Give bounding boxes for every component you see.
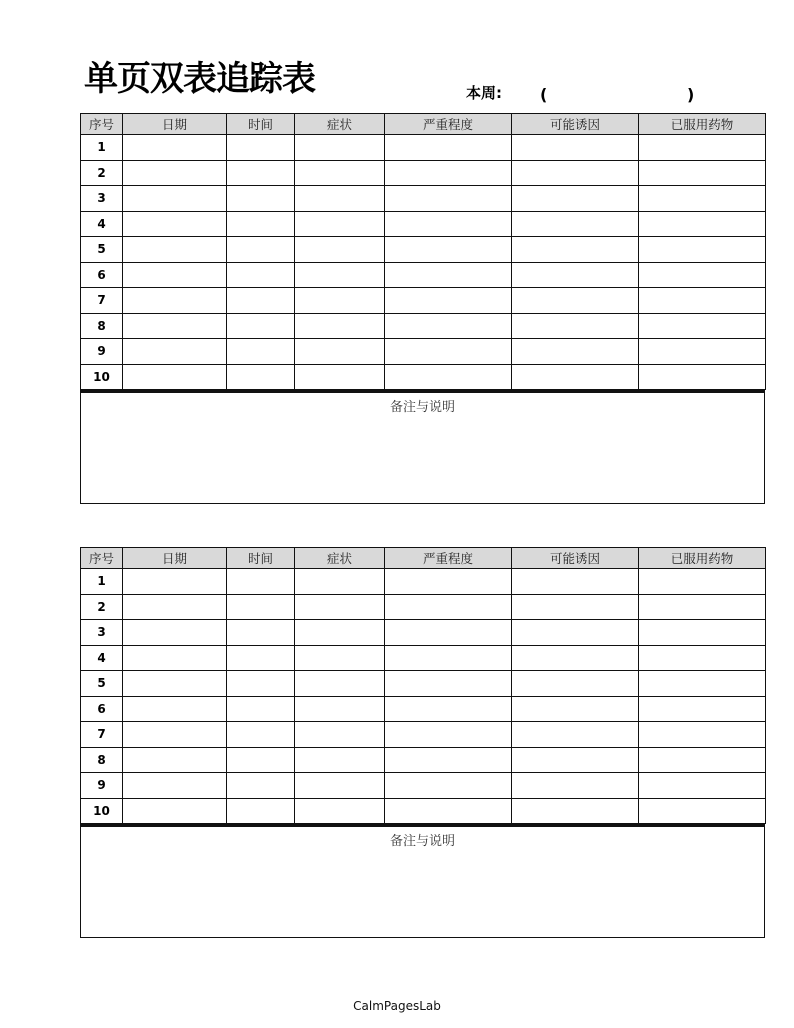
trigger-cell[interactable] [512, 160, 639, 186]
trigger-cell[interactable] [512, 696, 639, 722]
severity-cell[interactable] [385, 288, 512, 314]
table-row [81, 696, 766, 722]
row-number: 9 [81, 339, 123, 365]
symptom-cell[interactable] [295, 696, 385, 722]
row-number: 10 [81, 364, 123, 390]
symptom-cell[interactable] [295, 798, 385, 824]
time-cell[interactable] [227, 211, 295, 237]
medication-cell[interactable] [639, 798, 766, 824]
trigger-cell[interactable] [512, 722, 639, 748]
col-header-date: 日期 [123, 114, 227, 135]
medication-cell[interactable] [639, 262, 766, 288]
trigger-cell[interactable] [512, 645, 639, 671]
symptom-cell[interactable] [295, 339, 385, 365]
medication-cell[interactable] [639, 186, 766, 212]
table-row [81, 313, 766, 339]
date-cell[interactable] [123, 288, 227, 314]
tracker-table-1 [80, 113, 765, 504]
date-cell[interactable] [123, 135, 227, 161]
severity-cell[interactable] [385, 160, 512, 186]
row-number: 10 [81, 798, 123, 824]
symptom-cell[interactable] [295, 620, 385, 646]
col-header-time: 时间 [227, 548, 295, 569]
trigger-cell[interactable] [512, 339, 639, 365]
date-cell[interactable] [123, 237, 227, 263]
col-header-trigger: 可能诱因 [512, 114, 639, 135]
row-number: 2 [81, 594, 123, 620]
symptom-cell[interactable] [295, 569, 385, 595]
date-cell[interactable] [123, 339, 227, 365]
symptom-cell[interactable] [295, 747, 385, 773]
trigger-cell[interactable] [512, 620, 639, 646]
time-cell[interactable] [227, 722, 295, 748]
table-row [81, 288, 766, 314]
symptom-cell[interactable] [295, 160, 385, 186]
symptom-cell[interactable] [295, 594, 385, 620]
date-cell[interactable] [123, 262, 227, 288]
date-cell[interactable] [123, 569, 227, 595]
severity-cell[interactable] [385, 620, 512, 646]
medication-cell[interactable] [639, 671, 766, 697]
medication-cell[interactable] [639, 313, 766, 339]
time-cell[interactable] [227, 364, 295, 390]
symptom-cell[interactable] [295, 645, 385, 671]
symptom-cell[interactable] [295, 186, 385, 212]
trigger-cell[interactable] [512, 671, 639, 697]
row-number: 6 [81, 696, 123, 722]
table-header-row [81, 114, 766, 135]
symptom-cell[interactable] [295, 313, 385, 339]
severity-cell[interactable] [385, 364, 512, 390]
table-row [81, 722, 766, 748]
row-number: 1 [81, 135, 123, 161]
severity-cell[interactable] [385, 722, 512, 748]
medication-cell[interactable] [639, 747, 766, 773]
row-number: 6 [81, 262, 123, 288]
medication-cell[interactable] [639, 288, 766, 314]
severity-cell[interactable] [385, 135, 512, 161]
severity-cell[interactable] [385, 671, 512, 697]
time-cell[interactable] [227, 313, 295, 339]
date-cell[interactable] [123, 747, 227, 773]
table-row [81, 798, 766, 824]
row-number: 4 [81, 645, 123, 671]
symptom-cell[interactable] [295, 237, 385, 263]
medication-cell[interactable] [639, 773, 766, 799]
week-close-paren: ) [687, 85, 695, 104]
row-number: 8 [81, 747, 123, 773]
severity-cell[interactable] [385, 696, 512, 722]
week-label: 本周: [466, 84, 502, 102]
severity-cell[interactable] [385, 747, 512, 773]
table-row [81, 645, 766, 671]
time-cell[interactable] [227, 135, 295, 161]
medication-cell[interactable] [639, 339, 766, 365]
time-cell[interactable] [227, 645, 295, 671]
date-cell[interactable] [123, 773, 227, 799]
severity-cell[interactable] [385, 186, 512, 212]
notes-box[interactable] [80, 824, 765, 938]
date-cell[interactable] [123, 645, 227, 671]
severity-cell[interactable] [385, 211, 512, 237]
time-cell[interactable] [227, 288, 295, 314]
time-cell[interactable] [227, 339, 295, 365]
col-header-severity: 严重程度 [385, 114, 512, 135]
severity-cell[interactable] [385, 645, 512, 671]
symptom-cell[interactable] [295, 135, 385, 161]
col-header-index: 序号 [81, 114, 123, 135]
col-header-medication: 已服用药物 [639, 114, 766, 135]
medication-cell[interactable] [639, 135, 766, 161]
trigger-cell[interactable] [512, 313, 639, 339]
symptom-cell[interactable] [295, 722, 385, 748]
row-number: 2 [81, 160, 123, 186]
table-row [81, 773, 766, 799]
medication-cell[interactable] [639, 594, 766, 620]
row-number: 5 [81, 237, 123, 263]
trigger-cell[interactable] [512, 262, 639, 288]
severity-cell[interactable] [385, 237, 512, 263]
row-number: 4 [81, 211, 123, 237]
table-row [81, 160, 766, 186]
trigger-cell[interactable] [512, 288, 639, 314]
table-row [81, 569, 766, 595]
table-row [81, 594, 766, 620]
trigger-cell[interactable] [512, 237, 639, 263]
symptom-cell[interactable] [295, 262, 385, 288]
date-cell[interactable] [123, 160, 227, 186]
time-cell[interactable] [227, 747, 295, 773]
table-row [81, 186, 766, 212]
trigger-cell[interactable] [512, 773, 639, 799]
date-cell[interactable] [123, 671, 227, 697]
date-cell[interactable] [123, 186, 227, 212]
date-cell[interactable] [123, 620, 227, 646]
severity-cell[interactable] [385, 798, 512, 824]
time-cell[interactable] [227, 160, 295, 186]
medication-cell[interactable] [639, 569, 766, 595]
medication-cell[interactable] [639, 722, 766, 748]
col-header-symptom: 症状 [295, 114, 385, 135]
trigger-cell[interactable] [512, 135, 639, 161]
medication-cell[interactable] [639, 696, 766, 722]
col-header-medication: 已服用药物 [639, 548, 766, 569]
row-number: 9 [81, 773, 123, 799]
symptom-cell[interactable] [295, 671, 385, 697]
date-cell[interactable] [123, 313, 227, 339]
medication-cell[interactable] [639, 237, 766, 263]
date-cell[interactable] [123, 722, 227, 748]
symptom-cell[interactable] [295, 364, 385, 390]
severity-cell[interactable] [385, 262, 512, 288]
trigger-cell[interactable] [512, 569, 639, 595]
symptom-cell[interactable] [295, 211, 385, 237]
severity-cell[interactable] [385, 313, 512, 339]
medication-cell[interactable] [639, 645, 766, 671]
time-cell[interactable] [227, 594, 295, 620]
time-cell[interactable] [227, 237, 295, 263]
row-number: 7 [81, 722, 123, 748]
table-row [81, 364, 766, 390]
medication-cell[interactable] [639, 364, 766, 390]
time-cell[interactable] [227, 671, 295, 697]
table-row [81, 620, 766, 646]
symptom-cell[interactable] [295, 773, 385, 799]
col-header-index: 序号 [81, 548, 123, 569]
col-header-time: 时间 [227, 114, 295, 135]
table-row [81, 262, 766, 288]
row-number: 5 [81, 671, 123, 697]
symptom-log-table [80, 113, 766, 390]
severity-cell[interactable] [385, 773, 512, 799]
date-cell[interactable] [123, 594, 227, 620]
table-row [81, 135, 766, 161]
row-number: 3 [81, 186, 123, 212]
time-cell[interactable] [227, 798, 295, 824]
date-cell[interactable] [123, 696, 227, 722]
notes-label: 备注与说明 [389, 400, 455, 415]
table-header-row [81, 548, 766, 569]
footer-brand: CalmPagesLab [353, 999, 441, 1013]
trigger-cell[interactable] [512, 747, 639, 773]
date-cell[interactable] [123, 364, 227, 390]
medication-cell[interactable] [639, 211, 766, 237]
date-cell[interactable] [123, 211, 227, 237]
date-cell[interactable] [123, 798, 227, 824]
row-number: 8 [81, 313, 123, 339]
medication-cell[interactable] [639, 160, 766, 186]
row-number: 7 [81, 288, 123, 314]
time-cell[interactable] [227, 773, 295, 799]
col-header-date: 日期 [123, 548, 227, 569]
symptom-log-table [80, 547, 766, 824]
week-open-paren: ( [540, 85, 548, 104]
col-header-severity: 严重程度 [385, 548, 512, 569]
trigger-cell[interactable] [512, 211, 639, 237]
trigger-cell[interactable] [512, 364, 639, 390]
page-title: 单页双表追踪表 [84, 59, 315, 99]
time-cell[interactable] [227, 186, 295, 212]
col-header-symptom: 症状 [295, 548, 385, 569]
severity-cell[interactable] [385, 569, 512, 595]
row-number: 3 [81, 620, 123, 646]
time-cell[interactable] [227, 262, 295, 288]
time-cell[interactable] [227, 696, 295, 722]
table-row [81, 339, 766, 365]
table-row [81, 211, 766, 237]
trigger-cell[interactable] [512, 798, 639, 824]
trigger-cell[interactable] [512, 594, 639, 620]
time-cell[interactable] [227, 620, 295, 646]
trigger-cell[interactable] [512, 186, 639, 212]
severity-cell[interactable] [385, 339, 512, 365]
table-row [81, 747, 766, 773]
notes-box[interactable] [80, 390, 765, 504]
col-header-trigger: 可能诱因 [512, 548, 639, 569]
medication-cell[interactable] [639, 620, 766, 646]
table-row [81, 237, 766, 263]
symptom-cell[interactable] [295, 288, 385, 314]
row-number: 1 [81, 569, 123, 595]
severity-cell[interactable] [385, 594, 512, 620]
tracker-table-2 [80, 547, 765, 938]
notes-label: 备注与说明 [389, 834, 455, 849]
time-cell[interactable] [227, 569, 295, 595]
table-row [81, 671, 766, 697]
